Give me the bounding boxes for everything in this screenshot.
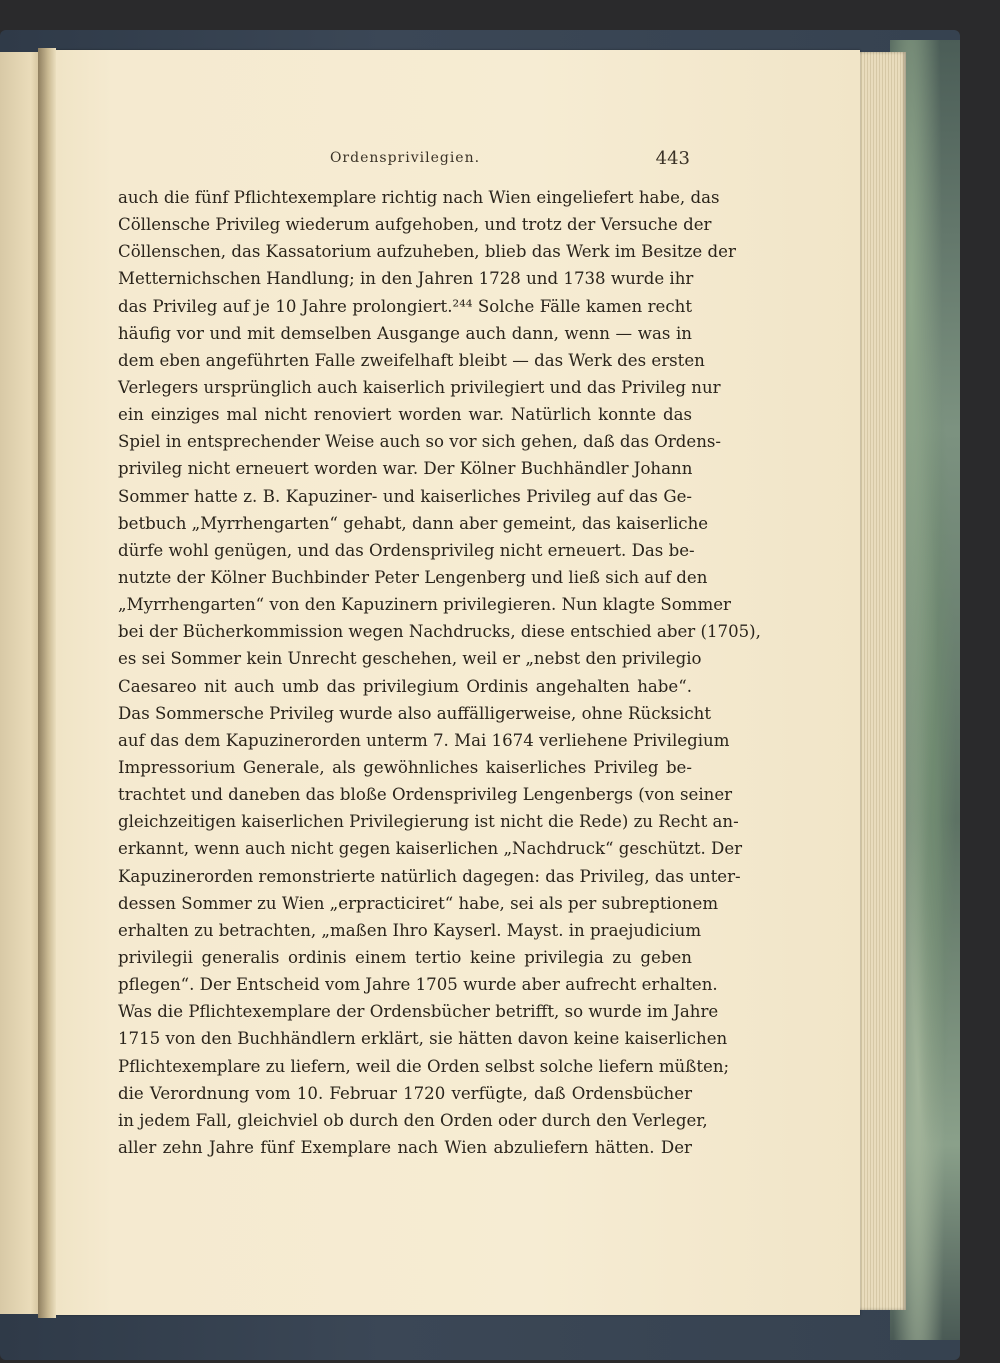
text-line: Caesareo nit auch umb das privilegium Ordinis angehalten habe“. <box>118 676 692 696</box>
text-line: Metternichschen Handlung; in den Jahren 1728 und 1738 wurde ihr <box>118 269 694 289</box>
running-head <box>120 148 690 172</box>
text-line: privileg nicht erneuert worden war. Der Kölner Buchhändler Johann <box>118 459 693 479</box>
text-line: Sommer hatte z. B. Kapuziner- und kaiserliches Privileg auf das Ge- <box>118 486 692 506</box>
text-line: es sei Sommer kein Unrecht geschehen, weil er „nebst den privilegio <box>118 649 702 669</box>
text-line: auch die fünf Pflichtexemplare richtig nach Wien eingeliefert habe, das <box>118 188 720 207</box>
text-line: Verlegers ursprünglich auch kaiserlich privilegiert und das Privileg nur <box>118 377 721 397</box>
body-text <box>118 184 761 1161</box>
text-line: ein einziges mal nicht renoviert worden war. Natürlich konnte das <box>118 405 692 425</box>
page-block-edge <box>856 52 906 1310</box>
text-line: Kapuzinerorden remonstrierte natürlich dagegen: das Privileg, das unter- <box>118 866 741 886</box>
text-line: bei der Bücherkommission wegen Nachdrucks, diese entschied aber (1705), <box>118 622 761 642</box>
text-line: Was die Pflichtexemplare der Ordensbücher betrifft, so wurde im Jahre <box>118 1002 719 1022</box>
text-line: Impressorium Generale, als gewöhnliches kaiserliches Privileg be- <box>118 757 692 777</box>
text-line: aller zehn Jahre fünf Exemplare nach Wien abzuliefern hätten. Der <box>118 1137 692 1157</box>
text-line: das Privileg auf je 10 Jahre prolongiert.²⁴⁴ Solche Fälle kamen recht <box>118 296 692 316</box>
text-line: dürfe wohl genügen, und das Ordensprivileg nicht erneuert. Das be- <box>118 540 695 560</box>
text-line: Das Sommersche Privileg wurde also auffälligerweise, ohne Rücksicht <box>118 703 712 723</box>
text-line: betbuch „Myrrhengarten“ gehabt, dann aber gemeint, das kaiserliche <box>118 513 709 533</box>
text-line: nutzte der Kölner Buchbinder Peter Lengenberg und ließ sich auf den <box>118 567 708 587</box>
text-line: gleichzeitigen kaiserlichen Privilegierung ist nicht die Rede) zu Recht an- <box>118 812 739 832</box>
text-line: erhalten zu betrachten, „maßen Ihro Kayserl. Mayst. in praejudicium <box>118 920 702 940</box>
page-number: 443 <box>655 148 690 169</box>
text-line: 1715 von den Buchhändlern erklärt, sie hätten davon keine kaiserlichen <box>118 1029 728 1049</box>
text-line: dem eben angeführten Falle zweifelhaft bleibt — das Werk des ersten <box>118 350 705 370</box>
text-line: „Myrrhengarten“ von den Kapuzinern privilegieren. Nun klagte Sommer <box>118 595 731 615</box>
text-line: häufig vor und mit demselben Ausgange auch dann, wenn — was in <box>118 323 692 343</box>
text-line: Spiel in entsprechender Weise auch so vor sich gehen, daß das Ordens- <box>118 432 722 452</box>
book-gutter <box>38 48 56 1318</box>
text-line: dessen Sommer zu Wien „erpracticiret“ habe, sei als per subreptionem <box>118 893 719 913</box>
text-line: erkannt, wenn auch nicht gegen kaiserlichen „Nachdruck“ geschützt. Der <box>118 839 743 859</box>
text-line: auf das dem Kapuzinerorden unterm 7. Mai 1674 verliehene Privilegium <box>118 730 730 750</box>
text-line: Cöllenschen, das Kassatorium aufzuheben, blieb das Werk im Besitze der <box>118 242 736 262</box>
text-line: in jedem Fall, gleichviel ob durch den Orden oder durch den Verleger, <box>118 1110 708 1130</box>
text-line: privilegii generalis ordinis einem tertio keine privilegia zu geben <box>118 947 692 967</box>
running-head-title: Ordensprivilegien. <box>329 150 481 166</box>
text-line: die Verordnung vom 10. Februar 1720 verfügte, daß Ordensbücher <box>118 1083 692 1103</box>
text-line: pflegen“. Der Entscheid vom Jahre 1705 wurde aber aufrecht erhalten. <box>118 975 718 995</box>
text-line: Cöllensche Privileg wiederum aufgehoben, und trotz der Versuche der <box>118 215 712 235</box>
text-line: trachtet und daneben das bloße Ordensprivileg Lengenbergs (von seiner <box>118 785 733 805</box>
text-line: Pflichtexemplare zu liefern, weil die Orden selbst solche liefern müßten; <box>118 1056 730 1076</box>
